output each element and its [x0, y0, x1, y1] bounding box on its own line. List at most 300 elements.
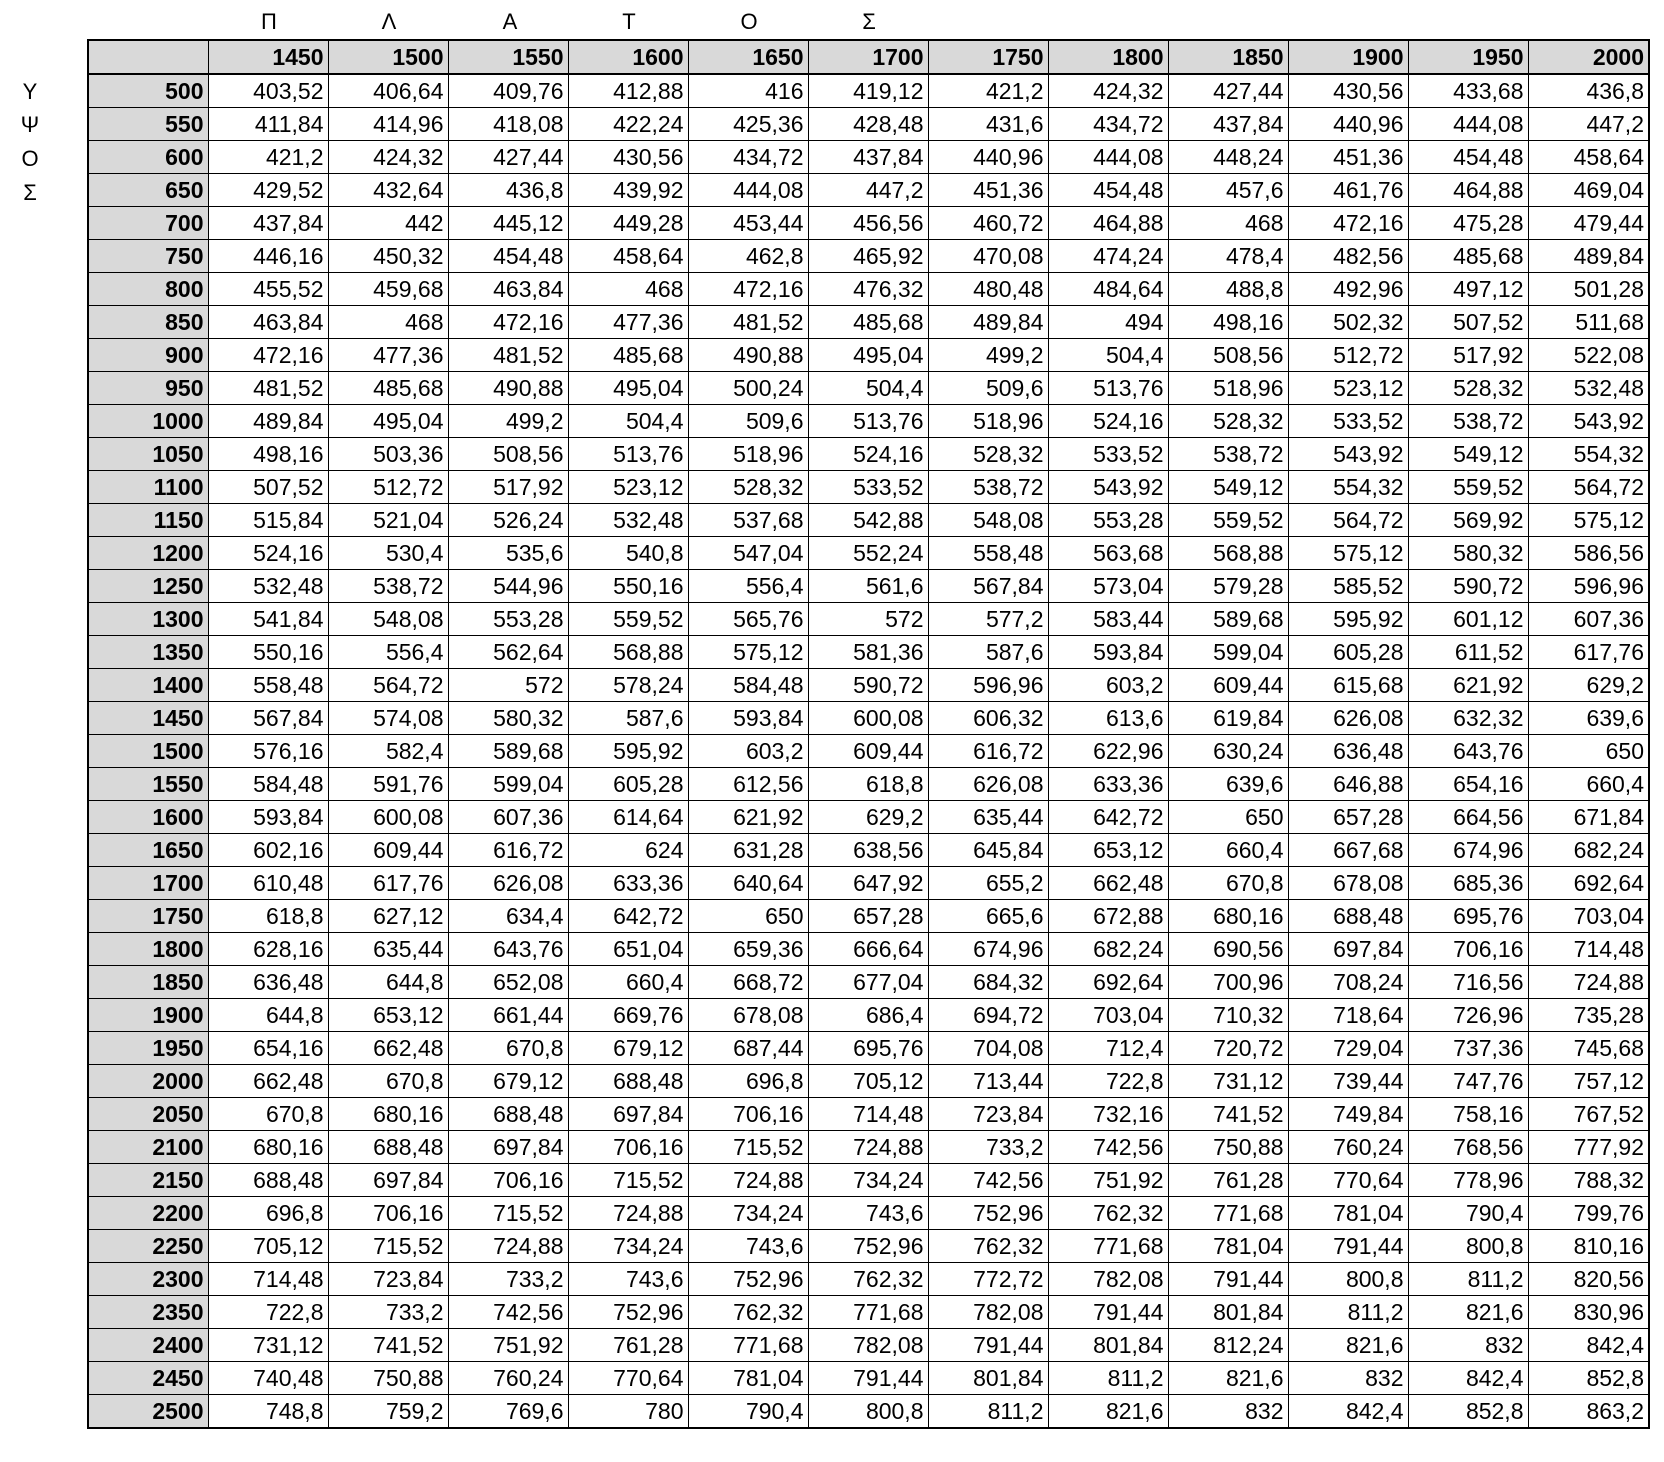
value-cell[interactable]: 434,72: [1048, 108, 1168, 141]
value-cell[interactable]: 543,92: [1288, 438, 1408, 471]
value-cell[interactable]: 421,2: [208, 141, 328, 174]
value-cell[interactable]: 696,8: [688, 1065, 808, 1098]
value-cell[interactable]: 595,92: [1288, 603, 1408, 636]
value-cell[interactable]: 726,96: [1408, 999, 1528, 1032]
value-cell[interactable]: 739,44: [1288, 1065, 1408, 1098]
value-cell[interactable]: 821,6: [1048, 1395, 1168, 1429]
value-cell[interactable]: 495,04: [808, 339, 928, 372]
value-cell[interactable]: 459,68: [328, 273, 448, 306]
value-cell[interactable]: 650: [688, 900, 808, 933]
value-cell[interactable]: 472,16: [1288, 207, 1408, 240]
value-cell[interactable]: 586,56: [1528, 537, 1649, 570]
row-header-cell[interactable]: 750: [88, 240, 208, 273]
row-header-cell[interactable]: 2000: [88, 1065, 208, 1098]
value-cell[interactable]: 832: [1168, 1395, 1288, 1429]
value-cell[interactable]: 752,96: [568, 1296, 688, 1329]
value-cell[interactable]: 562,64: [448, 636, 568, 669]
value-cell[interactable]: 780: [568, 1395, 688, 1429]
value-cell[interactable]: 644,8: [328, 966, 448, 999]
value-cell[interactable]: 533,52: [1048, 438, 1168, 471]
value-cell[interactable]: 731,12: [1168, 1065, 1288, 1098]
value-cell[interactable]: 708,24: [1288, 966, 1408, 999]
value-cell[interactable]: 626,08: [928, 768, 1048, 801]
value-cell[interactable]: 509,6: [928, 372, 1048, 405]
row-header-cell[interactable]: 1000: [88, 405, 208, 438]
value-cell[interactable]: 616,72: [928, 735, 1048, 768]
value-cell[interactable]: 654,16: [1408, 768, 1528, 801]
value-cell[interactable]: 770,64: [568, 1362, 688, 1395]
value-cell[interactable]: 852,8: [1408, 1395, 1528, 1429]
value-cell[interactable]: 633,36: [1048, 768, 1168, 801]
value-cell[interactable]: 684,32: [928, 966, 1048, 999]
value-cell[interactable]: 548,08: [328, 603, 448, 636]
value-cell[interactable]: 760,24: [1288, 1131, 1408, 1164]
row-header-cell[interactable]: 2100: [88, 1131, 208, 1164]
value-cell[interactable]: 515,84: [208, 504, 328, 537]
value-cell[interactable]: 591,76: [328, 768, 448, 801]
value-cell[interactable]: 734,24: [568, 1230, 688, 1263]
value-cell[interactable]: 677,04: [808, 966, 928, 999]
value-cell[interactable]: 697,84: [448, 1131, 568, 1164]
value-cell[interactable]: 639,6: [1528, 702, 1649, 735]
value-cell[interactable]: 650: [1168, 801, 1288, 834]
value-cell[interactable]: 578,24: [568, 669, 688, 702]
value-cell[interactable]: 565,76: [688, 603, 808, 636]
value-cell[interactable]: 733,2: [328, 1296, 448, 1329]
value-cell[interactable]: 800,8: [808, 1395, 928, 1429]
value-cell[interactable]: 664,56: [1408, 801, 1528, 834]
value-cell[interactable]: 587,6: [928, 636, 1048, 669]
value-cell[interactable]: 436,8: [1528, 74, 1649, 108]
value-cell[interactable]: 745,68: [1528, 1032, 1649, 1065]
value-cell[interactable]: 614,64: [568, 801, 688, 834]
value-cell[interactable]: 636,48: [1288, 735, 1408, 768]
value-cell[interactable]: 445,12: [448, 207, 568, 240]
value-cell[interactable]: 589,68: [448, 735, 568, 768]
value-cell[interactable]: 621,92: [688, 801, 808, 834]
value-cell[interactable]: 643,76: [1408, 735, 1528, 768]
column-header-cell[interactable]: 1450: [208, 40, 328, 74]
value-cell[interactable]: 554,32: [1288, 471, 1408, 504]
value-cell[interactable]: 674,96: [928, 933, 1048, 966]
value-cell[interactable]: 580,32: [1408, 537, 1528, 570]
value-cell[interactable]: 528,32: [688, 471, 808, 504]
value-cell[interactable]: 688,48: [1288, 900, 1408, 933]
value-cell[interactable]: 651,04: [568, 933, 688, 966]
value-cell[interactable]: 454,48: [1048, 174, 1168, 207]
value-cell[interactable]: 652,08: [448, 966, 568, 999]
value-cell[interactable]: 574,08: [328, 702, 448, 735]
value-cell[interactable]: 759,2: [328, 1395, 448, 1429]
row-header-cell[interactable]: 2500: [88, 1395, 208, 1429]
value-cell[interactable]: 670,8: [208, 1098, 328, 1131]
row-header-cell[interactable]: 2450: [88, 1362, 208, 1395]
value-cell[interactable]: 436,8: [448, 174, 568, 207]
value-cell[interactable]: 462,8: [688, 240, 808, 273]
value-cell[interactable]: 508,56: [448, 438, 568, 471]
row-header-cell[interactable]: 1050: [88, 438, 208, 471]
value-cell[interactable]: 437,84: [808, 141, 928, 174]
value-cell[interactable]: 538,72: [1408, 405, 1528, 438]
value-cell[interactable]: 703,04: [1048, 999, 1168, 1032]
value-cell[interactable]: 538,72: [1168, 438, 1288, 471]
value-cell[interactable]: 512,72: [328, 471, 448, 504]
value-cell[interactable]: 451,36: [1288, 141, 1408, 174]
value-cell[interactable]: 791,44: [928, 1329, 1048, 1362]
value-cell[interactable]: 477,36: [568, 306, 688, 339]
value-cell[interactable]: 453,44: [688, 207, 808, 240]
value-cell[interactable]: 569,92: [1408, 504, 1528, 537]
value-cell[interactable]: 671,84: [1528, 801, 1649, 834]
value-cell[interactable]: 416: [688, 74, 808, 108]
value-cell[interactable]: 781,04: [1288, 1197, 1408, 1230]
value-cell[interactable]: 469,04: [1528, 174, 1649, 207]
value-cell[interactable]: 508,56: [1168, 339, 1288, 372]
value-cell[interactable]: 714,48: [208, 1263, 328, 1296]
value-cell[interactable]: 682,24: [1048, 933, 1168, 966]
value-cell[interactable]: 418,08: [448, 108, 568, 141]
value-cell[interactable]: 477,36: [328, 339, 448, 372]
value-cell[interactable]: 761,28: [1168, 1164, 1288, 1197]
value-cell[interactable]: 821,6: [1408, 1296, 1528, 1329]
value-cell[interactable]: 653,12: [328, 999, 448, 1032]
value-cell[interactable]: 679,12: [568, 1032, 688, 1065]
value-cell[interactable]: 653,12: [1048, 834, 1168, 867]
value-cell[interactable]: 411,84: [208, 108, 328, 141]
value-cell[interactable]: 777,92: [1528, 1131, 1649, 1164]
value-cell[interactable]: 465,92: [808, 240, 928, 273]
value-cell[interactable]: 478,4: [1168, 240, 1288, 273]
value-cell[interactable]: 549,12: [1168, 471, 1288, 504]
value-cell[interactable]: 499,2: [448, 405, 568, 438]
value-cell[interactable]: 631,28: [688, 834, 808, 867]
value-cell[interactable]: 762,32: [688, 1296, 808, 1329]
value-cell[interactable]: 449,28: [568, 207, 688, 240]
value-cell[interactable]: 791,44: [1168, 1263, 1288, 1296]
value-cell[interactable]: 580,32: [448, 702, 568, 735]
row-header-cell[interactable]: 1800: [88, 933, 208, 966]
value-cell[interactable]: 811,2: [1288, 1296, 1408, 1329]
value-cell[interactable]: 528,32: [1168, 405, 1288, 438]
value-cell[interactable]: 670,8: [1168, 867, 1288, 900]
value-cell[interactable]: 842,4: [1288, 1395, 1408, 1429]
value-cell[interactable]: 492,96: [1288, 273, 1408, 306]
value-cell[interactable]: 769,6: [448, 1395, 568, 1429]
row-header-cell[interactable]: 1300: [88, 603, 208, 636]
value-cell[interactable]: 542,88: [808, 504, 928, 537]
value-cell[interactable]: 724,88: [688, 1164, 808, 1197]
value-cell[interactable]: 472,16: [448, 306, 568, 339]
value-cell[interactable]: 458,64: [1528, 141, 1649, 174]
value-cell[interactable]: 747,76: [1408, 1065, 1528, 1098]
value-cell[interactable]: 672,88: [1048, 900, 1168, 933]
value-cell[interactable]: 553,28: [1048, 504, 1168, 537]
column-header-cell[interactable]: 1850: [1168, 40, 1288, 74]
value-cell[interactable]: 458,64: [568, 240, 688, 273]
row-header-cell[interactable]: 1100: [88, 471, 208, 504]
value-cell[interactable]: 533,52: [1288, 405, 1408, 438]
value-cell[interactable]: 498,16: [208, 438, 328, 471]
column-header-cell[interactable]: 1550: [448, 40, 568, 74]
value-cell[interactable]: 581,36: [808, 636, 928, 669]
value-cell[interactable]: 722,8: [1048, 1065, 1168, 1098]
value-cell[interactable]: 740,48: [208, 1362, 328, 1395]
value-cell[interactable]: 564,72: [1528, 471, 1649, 504]
value-cell[interactable]: 629,2: [808, 801, 928, 834]
value-cell[interactable]: 587,6: [568, 702, 688, 735]
value-cell[interactable]: 524,16: [1048, 405, 1168, 438]
value-cell[interactable]: 464,88: [1408, 174, 1528, 207]
value-cell[interactable]: 488,8: [1168, 273, 1288, 306]
value-cell[interactable]: 772,72: [928, 1263, 1048, 1296]
value-cell[interactable]: 724,88: [1528, 966, 1649, 999]
value-cell[interactable]: 504,4: [568, 405, 688, 438]
value-cell[interactable]: 750,88: [1168, 1131, 1288, 1164]
value-cell[interactable]: 619,84: [1168, 702, 1288, 735]
value-cell[interactable]: 696,8: [208, 1197, 328, 1230]
value-cell[interactable]: 431,6: [928, 108, 1048, 141]
value-cell[interactable]: 742,56: [1048, 1131, 1168, 1164]
value-cell[interactable]: 585,52: [1288, 570, 1408, 603]
value-cell[interactable]: 636,48: [208, 966, 328, 999]
row-header-cell[interactable]: 1550: [88, 768, 208, 801]
value-cell[interactable]: 668,72: [688, 966, 808, 999]
value-cell[interactable]: 640,64: [688, 867, 808, 900]
value-cell[interactable]: 526,24: [448, 504, 568, 537]
value-cell[interactable]: 630,24: [1168, 735, 1288, 768]
value-cell[interactable]: 643,76: [448, 933, 568, 966]
value-cell[interactable]: 572: [448, 669, 568, 702]
value-cell[interactable]: 577,2: [928, 603, 1048, 636]
value-cell[interactable]: 544,96: [448, 570, 568, 603]
value-cell[interactable]: 645,84: [928, 834, 1048, 867]
value-cell[interactable]: 748,8: [208, 1395, 328, 1429]
value-cell[interactable]: 433,68: [1408, 74, 1528, 108]
value-cell[interactable]: 742,56: [928, 1164, 1048, 1197]
value-cell[interactable]: 722,8: [208, 1296, 328, 1329]
value-cell[interactable]: 680,16: [328, 1098, 448, 1131]
value-cell[interactable]: 734,24: [688, 1197, 808, 1230]
value-cell[interactable]: 667,68: [1288, 834, 1408, 867]
row-header-cell[interactable]: 1350: [88, 636, 208, 669]
value-cell[interactable]: 489,84: [928, 306, 1048, 339]
value-cell[interactable]: 767,52: [1528, 1098, 1649, 1131]
value-cell[interactable]: 697,84: [568, 1098, 688, 1131]
value-cell[interactable]: 524,16: [808, 438, 928, 471]
value-cell[interactable]: 842,4: [1408, 1362, 1528, 1395]
value-cell[interactable]: 607,36: [448, 801, 568, 834]
value-cell[interactable]: 424,32: [1048, 74, 1168, 108]
value-cell[interactable]: 457,6: [1168, 174, 1288, 207]
value-cell[interactable]: 500,24: [688, 372, 808, 405]
value-cell[interactable]: 484,64: [1048, 273, 1168, 306]
value-cell[interactable]: 460,72: [928, 207, 1048, 240]
column-header-cell[interactable]: 1950: [1408, 40, 1528, 74]
value-cell[interactable]: 715,52: [328, 1230, 448, 1263]
row-header-cell[interactable]: 2350: [88, 1296, 208, 1329]
value-cell[interactable]: 485,68: [1408, 240, 1528, 273]
value-cell[interactable]: 474,24: [1048, 240, 1168, 273]
value-cell[interactable]: 669,76: [568, 999, 688, 1032]
value-cell[interactable]: 511,68: [1528, 306, 1649, 339]
value-cell[interactable]: 543,92: [1528, 405, 1649, 438]
value-cell[interactable]: 706,16: [1408, 933, 1528, 966]
value-cell[interactable]: 472,16: [208, 339, 328, 372]
value-cell[interactable]: 456,56: [808, 207, 928, 240]
value-cell[interactable]: 666,64: [808, 933, 928, 966]
value-cell[interactable]: 781,04: [1168, 1230, 1288, 1263]
value-cell[interactable]: 622,96: [1048, 735, 1168, 768]
value-cell[interactable]: 412,88: [568, 74, 688, 108]
value-cell[interactable]: 600,08: [328, 801, 448, 834]
row-header-cell[interactable]: 1650: [88, 834, 208, 867]
value-cell[interactable]: 409,76: [448, 74, 568, 108]
value-cell[interactable]: 635,44: [328, 933, 448, 966]
value-cell[interactable]: 626,08: [1288, 702, 1408, 735]
value-cell[interactable]: 685,36: [1408, 867, 1528, 900]
value-cell[interactable]: 485,68: [328, 372, 448, 405]
value-cell[interactable]: 842,4: [1528, 1329, 1649, 1362]
value-cell[interactable]: 800,8: [1288, 1263, 1408, 1296]
value-cell[interactable]: 621,92: [1408, 669, 1528, 702]
row-header-cell[interactable]: 1750: [88, 900, 208, 933]
value-cell[interactable]: 596,96: [928, 669, 1048, 702]
value-cell[interactable]: 705,12: [208, 1230, 328, 1263]
value-cell[interactable]: 724,88: [808, 1131, 928, 1164]
value-cell[interactable]: 553,28: [448, 603, 568, 636]
value-cell[interactable]: 495,04: [328, 405, 448, 438]
value-cell[interactable]: 700,96: [1168, 966, 1288, 999]
value-cell[interactable]: 590,72: [1408, 570, 1528, 603]
value-cell[interactable]: 646,88: [1288, 768, 1408, 801]
value-cell[interactable]: 731,12: [208, 1329, 328, 1362]
row-header-cell[interactable]: 1500: [88, 735, 208, 768]
value-cell[interactable]: 771,68: [808, 1296, 928, 1329]
value-cell[interactable]: 501,28: [1528, 273, 1649, 306]
value-cell[interactable]: 564,72: [328, 669, 448, 702]
value-cell[interactable]: 451,36: [928, 174, 1048, 207]
column-header-cell[interactable]: 1600: [568, 40, 688, 74]
value-cell[interactable]: 470,08: [928, 240, 1048, 273]
value-cell[interactable]: 650: [1528, 735, 1649, 768]
value-cell[interactable]: 419,12: [808, 74, 928, 108]
value-cell[interactable]: 762,32: [1048, 1197, 1168, 1230]
value-cell[interactable]: 550,16: [568, 570, 688, 603]
value-cell[interactable]: 627,12: [328, 900, 448, 933]
value-cell[interactable]: 716,56: [1408, 966, 1528, 999]
value-cell[interactable]: 800,8: [1408, 1230, 1528, 1263]
value-cell[interactable]: 771,68: [1048, 1230, 1168, 1263]
value-cell[interactable]: 593,84: [208, 801, 328, 834]
value-cell[interactable]: 682,24: [1528, 834, 1649, 867]
value-cell[interactable]: 688,48: [448, 1098, 568, 1131]
value-cell[interactable]: 599,04: [1168, 636, 1288, 669]
column-header-cell[interactable]: 1700: [808, 40, 928, 74]
value-cell[interactable]: 628,16: [208, 933, 328, 966]
value-cell[interactable]: 647,92: [808, 867, 928, 900]
value-cell[interactable]: 541,84: [208, 603, 328, 636]
value-cell[interactable]: 475,28: [1408, 207, 1528, 240]
value-cell[interactable]: 768,56: [1408, 1131, 1528, 1164]
value-cell[interactable]: 811,2: [928, 1395, 1048, 1429]
value-cell[interactable]: 561,6: [808, 570, 928, 603]
value-cell[interactable]: 706,16: [568, 1131, 688, 1164]
value-cell[interactable]: 679,12: [448, 1065, 568, 1098]
value-cell[interactable]: 455,52: [208, 273, 328, 306]
value-cell[interactable]: 513,76: [1048, 372, 1168, 405]
value-cell[interactable]: 655,2: [928, 867, 1048, 900]
value-cell[interactable]: 575,12: [1288, 537, 1408, 570]
value-cell[interactable]: 751,92: [448, 1329, 568, 1362]
value-cell[interactable]: 481,52: [688, 306, 808, 339]
value-cell[interactable]: 532,48: [568, 504, 688, 537]
value-cell[interactable]: 690,56: [1168, 933, 1288, 966]
value-cell[interactable]: 832: [1288, 1362, 1408, 1395]
row-header-cell[interactable]: 2400: [88, 1329, 208, 1362]
value-cell[interactable]: 810,16: [1528, 1230, 1649, 1263]
value-cell[interactable]: 790,4: [688, 1395, 808, 1429]
value-cell[interactable]: 613,6: [1048, 702, 1168, 735]
value-cell[interactable]: 414,96: [328, 108, 448, 141]
value-cell[interactable]: 662,48: [328, 1032, 448, 1065]
row-header-cell[interactable]: 550: [88, 108, 208, 141]
value-cell[interactable]: 428,48: [808, 108, 928, 141]
value-cell[interactable]: 735,28: [1528, 999, 1649, 1032]
value-cell[interactable]: 662,48: [1048, 867, 1168, 900]
value-cell[interactable]: 532,48: [1528, 372, 1649, 405]
value-cell[interactable]: 733,2: [448, 1263, 568, 1296]
value-cell[interactable]: 499,2: [928, 339, 1048, 372]
value-cell[interactable]: 743,6: [688, 1230, 808, 1263]
column-header-cell[interactable]: 1900: [1288, 40, 1408, 74]
value-cell[interactable]: 821,6: [1288, 1329, 1408, 1362]
value-cell[interactable]: 559,52: [1408, 471, 1528, 504]
value-cell[interactable]: 660,4: [568, 966, 688, 999]
value-cell[interactable]: 749,84: [1288, 1098, 1408, 1131]
value-cell[interactable]: 463,84: [448, 273, 568, 306]
value-cell[interactable]: 558,48: [208, 669, 328, 702]
value-cell[interactable]: 489,84: [1528, 240, 1649, 273]
value-cell[interactable]: 778,96: [1408, 1164, 1528, 1197]
value-cell[interactable]: 480,48: [928, 273, 1048, 306]
value-cell[interactable]: 605,28: [568, 768, 688, 801]
value-cell[interactable]: 434,72: [688, 141, 808, 174]
value-cell[interactable]: 609,44: [328, 834, 448, 867]
value-cell[interactable]: 481,52: [448, 339, 568, 372]
value-cell[interactable]: 657,28: [808, 900, 928, 933]
value-cell[interactable]: 771,68: [688, 1329, 808, 1362]
value-cell[interactable]: 680,16: [208, 1131, 328, 1164]
value-cell[interactable]: 538,72: [328, 570, 448, 603]
value-cell[interactable]: 596,96: [1528, 570, 1649, 603]
value-cell[interactable]: 678,08: [1288, 867, 1408, 900]
value-cell[interactable]: 503,36: [328, 438, 448, 471]
value-cell[interactable]: 523,12: [1288, 372, 1408, 405]
value-cell[interactable]: 706,16: [328, 1197, 448, 1230]
value-cell[interactable]: 429,52: [208, 174, 328, 207]
value-cell[interactable]: 497,12: [1408, 273, 1528, 306]
value-cell[interactable]: 437,84: [208, 207, 328, 240]
value-cell[interactable]: 559,52: [568, 603, 688, 636]
value-cell[interactable]: 752,96: [928, 1197, 1048, 1230]
value-cell[interactable]: 504,4: [808, 372, 928, 405]
value-cell[interactable]: 694,72: [928, 999, 1048, 1032]
value-cell[interactable]: 706,16: [688, 1098, 808, 1131]
value-cell[interactable]: 595,92: [568, 735, 688, 768]
value-cell[interactable]: 670,8: [328, 1065, 448, 1098]
value-cell[interactable]: 518,96: [928, 405, 1048, 438]
value-cell[interactable]: 770,64: [1288, 1164, 1408, 1197]
